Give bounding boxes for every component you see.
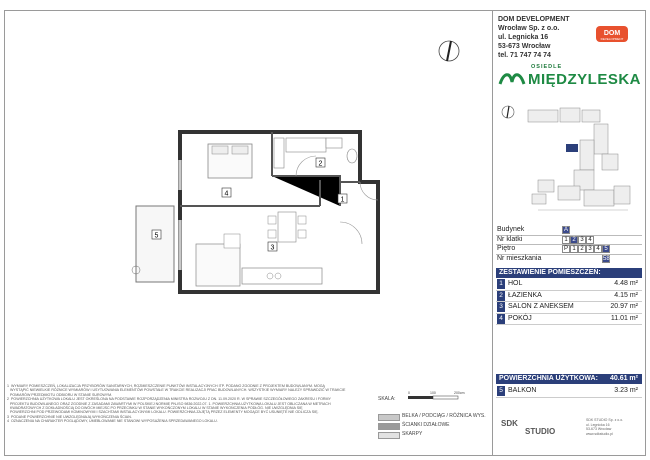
legend-item [378,430,486,439]
studio-mark: SDK [501,419,518,428]
estate-name: MIĘDZYLESKA [528,71,642,88]
rooms-list [496,279,642,325]
floor-cell: 2 [578,245,586,253]
note-line: 2 POWIERZCHNIA UŻYTKOWA LOKALU JEST OKREŚLONA NA PODSTAWIE ROZPORZĄDZENIA MINISTRA ROZWOJU Z DN. 11.09.2020 R. W SPRAWIE SZCZEGÓŁOWEGO ZAKRESU I FORMY [7,397,331,402]
estate-logo [498,64,642,94]
stair-label: Nr klatki [497,235,523,243]
balcony-row [496,386,642,398]
studio-name: STUDIO [525,427,556,436]
plan-label-2: 2 [318,160,323,168]
balcony-outline [136,206,174,282]
legend-text: ŚCIANKI DZIAŁOWE [402,422,450,428]
stair-cell: 4 [586,236,594,244]
flat-label: Nr mieszkania [497,254,542,262]
plan-label-4: 4 [224,190,229,198]
sitemap-building-highlight [566,144,578,152]
sofa-shape [196,244,240,286]
unit-info-table [496,226,642,263]
floor-cell: P [563,246,568,253]
room-area: 4.48 m² [614,280,638,287]
table-shape [278,212,296,242]
balcony-area: 3.23 m² [614,387,638,394]
floor-cell: 5 [602,245,610,253]
site-map [498,100,640,222]
legend-swatch [378,423,400,430]
note-line: POMIARÓW PRZEDMIOTU ODBIORU W STANIE SUROWYM. [7,392,113,397]
room-area: 4.15 m² [614,291,638,299]
scale-t1: 100 [430,391,436,395]
plan-label-5: 5 [154,232,159,240]
room-area: 20.97 m² [610,303,638,310]
room-row [496,291,642,303]
studio-line4: www.sdkstudio.pl [586,431,613,436]
room-num: 3 [497,302,505,312]
legend-text: BELKA / PODCIĄG / RÓŻNICA WYS. [402,413,486,419]
building-label: Budynek [497,226,525,233]
room-num: 4 [497,314,505,324]
floor-row [496,245,642,255]
dom-logo-text: DOM [603,30,621,37]
studio-line3: 53-673 Wrocław [586,427,612,431]
floor-plan [120,120,400,310]
flat-row [496,255,642,264]
company-address [498,15,570,60]
company-phone: tel. 71 747 74 74 [498,52,551,59]
usable-area-label: POWIERZCHNIA UŻYTKOWA: [499,375,598,382]
legend-swatch [378,432,400,439]
usable-area-row [496,374,642,384]
note-line: 1 WYMIARY POMIESZCZEŃ, LOKALIZACJA PRZYBORÓW SANITARNYCH, ROZMIESZCZENIE PUNKTÓW INSTALACYJNYCH ITP. PODANO ZGODNIE Z PROJEKTEM BUDOWLANYM. MOGĄ [7,384,325,388]
room-row [496,314,642,326]
usable-area-value: 40.61 m² [609,375,638,382]
note-line: 4 OZNACZENIA NA CHARAKTER POGLĄDOWY, UMEBLOWANIE NIE STANOWI WYPOSAŻENIA SPRZEDAWANEGO LOKALU. [7,419,218,424]
floor-label: Piętro [497,245,516,253]
room-name: SALON Z ANEKSEM [508,303,574,310]
balcony-num: 5 [497,386,505,396]
notes-block [7,384,375,424]
scale-label: SKALA: [378,396,396,402]
legend-item [378,412,486,421]
room-num: 1 [497,279,505,289]
balcony-name: BALKON [508,387,537,394]
note-line: 3 PODANE POWIERZCHNIE NIE UWZGLĘDNIAJĄ WYKOŃCZENIA ŚCIAN. [7,414,132,419]
room-num: 2 [497,291,505,301]
company-legal: Wrocław Sp. z o.o. [498,25,560,32]
studio-info [586,418,623,436]
room-name: POKÓJ [508,314,532,322]
floor-cell: 4 [594,245,602,253]
kitchen-counter [242,268,322,284]
company-name: DOM DEVELOPMENT [498,16,570,23]
dom-development-logo [594,22,630,46]
flat-value: 58 [603,255,610,262]
building-row [496,226,642,236]
estate-leaf-icon [498,68,526,88]
sheet-divider [492,10,493,456]
scale-t2: 200cm [454,391,465,395]
scale-bar [378,388,488,406]
studio-logo [499,416,579,440]
scale-t0: 0 [408,391,410,395]
legend-item [378,421,486,430]
legend-text: SKARPY [402,431,423,437]
bathtub-shape [286,138,326,152]
note-line: KWADRATOWYCH Z DOKŁADNOŚCIĄ DO DWÓCH MIEJSC PO PRZECINKU W STANIE WYKOŃCZONYM LOKALU W STANIE WYKOŃCZENIA PODŁÓG. NIE UWZGLĘDNIA SIĘ [7,406,303,411]
stair-cell: 1 [562,236,570,244]
floor-cell: 1 [570,245,578,253]
room-row [496,302,642,314]
note-line: PROJEKTU BUDOWLANEGO ORAZ ZGODNIE Z ZASADAMI ZAWARTYMI W POLSKIEJ NORMIE PN-ISO 9836:2022-07. 1. POWIERZCHNIA UŻYTKOWA LOKALU JEST OBLICZANA W METRACH [7,401,331,406]
room-row [496,279,642,291]
room-name: ŁAZIENKA [508,291,542,299]
stair-cell: 3 [578,236,586,244]
company-city: 53-673 Wrocław [498,43,551,50]
note-line: WYSTĄPIĆ NIEWIELKIE RÓŻNICE WYMIARÓW I USYTUOWANIA ELEMENTÓW POWSTAŁE W TRAKCIE REALIZACJI PRAC BUDOWLANYCH. WSZYSTKIE WYMIARY NALEŻY SPRAWDZIĆ W TRAKCIE [7,388,346,393]
north-compass-icon [436,38,462,64]
dom-logo-sub: DEVELOPMENT [600,37,624,41]
estate-prefix: OSIEDLE [531,64,563,70]
legend-swatch [378,414,400,421]
room-area: 11.01 m² [610,314,638,322]
floor-cell: 3 [586,245,594,253]
company-street: ul. Legnicka 16 [498,34,549,41]
stair-cell: 2 [570,236,578,244]
room-name: HOL [508,280,523,287]
stair-row [496,236,642,246]
legend [378,412,486,439]
plan-label-1: 1 [340,196,345,204]
rooms-title: ZESTAWIENIE POMIESZCZEŃ: [496,268,642,278]
note-line: POWIERZCHNI POD PRZEWODAMI KOMINOWYMI I SZACHTAMI INSTALACYJNYMI LOKALU. POWIERZCHNIA ZAJĘTĄ PRZEZ ELEMENTY MOGĄCE BYĆ USUNIĘTE NIE ODLICZA SIĘ. [7,410,319,415]
plan-label-3: 3 [270,244,275,252]
studio-line2: ul. Legnicka 16 [586,422,610,427]
building-value: A [563,227,568,233]
studio-line1: SDK STUDIO Sp. z o.o. [586,418,624,422]
